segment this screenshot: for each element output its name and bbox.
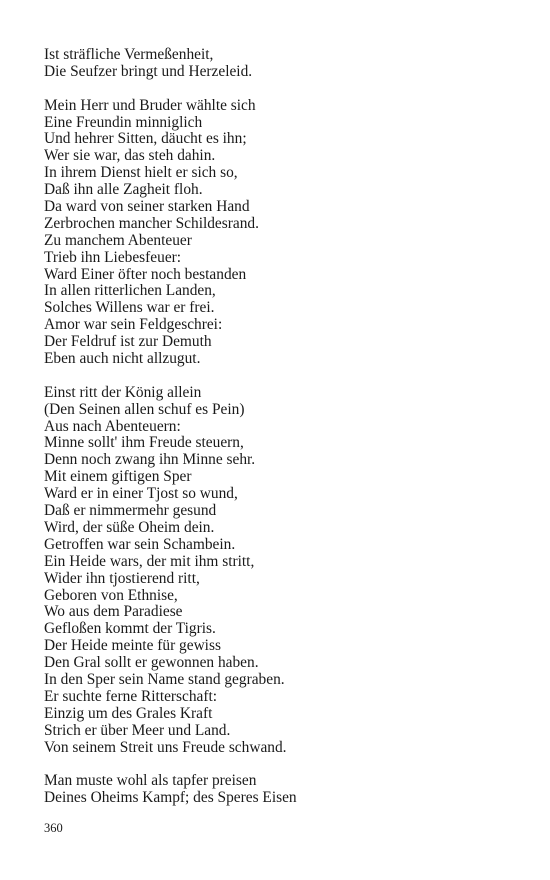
verse-line: Solches Willens war er frei. [44, 299, 215, 317]
verse-line: Wo aus dem Paradiese [44, 603, 183, 621]
page-number: 360 [44, 821, 63, 835]
verse-line: Trieb ihn Liebesfeuer: [44, 248, 182, 266]
verse-line: Daß er nimmermehr gesund [44, 502, 217, 520]
verse-line: Denn noch zwang ihn Minne sehr. [44, 451, 256, 469]
verse-line: Der Heide meinte für gewiss [44, 637, 221, 655]
verse-line: (Den Seinen allen schuf es Pein) [44, 400, 245, 418]
stanza-3 [44, 385, 514, 757]
verse-line: Wird, der süße Oheim dein. [44, 518, 215, 536]
stanza-2 [44, 98, 514, 368]
verse-line: Einst ritt der König allein [44, 383, 202, 401]
verse-line: Getroffen war sein Schambein. [44, 535, 236, 553]
verse-line: Deines Oheims Kampf; des Speres Eisen [44, 789, 297, 807]
verse-line: Gefloßen kommt der Tigris. [44, 620, 216, 638]
stanza-4 [44, 773, 514, 807]
verse-page [44, 47, 514, 824]
verse-line: Zerbrochen mancher Schildesrand. [44, 214, 259, 232]
verse-line: Ist sträfliche Vermeßenheit, [44, 46, 214, 63]
verse-line: In den Sper sein Name stand gegraben. [44, 670, 285, 688]
verse-line: Man muste wohl als tapfer preisen [44, 772, 257, 790]
verse-line: Aus nach Abenteuern: [44, 417, 181, 435]
verse-line: Strich er über Meer und Land. [44, 721, 231, 739]
verse-line: Wider ihn tjostierend ritt, [44, 569, 200, 587]
verse-line: Zu manchem Abenteuer [44, 231, 192, 249]
verse-line: Geboren von Ethnise, [44, 586, 178, 604]
verse-line: Den Gral sollt er gewonnen haben. [44, 654, 259, 672]
verse-line: Mit einem giftigen Sper [44, 468, 192, 486]
verse-line: Ward er in einer Tjost so wund, [44, 485, 238, 503]
verse-line: Daß ihn alle Zagheit floh. [44, 181, 203, 199]
verse-line: Einzig um des Grales Kraft [44, 704, 213, 722]
verse-line: Amor war sein Feldgeschrei: [44, 316, 223, 334]
verse-line: Er suchte ferne Ritterschaft: [44, 687, 218, 705]
verse-line: In ihrem Dienst hielt er sich so, [44, 164, 238, 182]
verse-line: Die Seufzer bringt und Herzeleid. [44, 62, 253, 80]
verse-line: Da ward von seiner starken Hand [44, 198, 250, 216]
verse-line: Eine Freundin minniglich [44, 113, 203, 131]
verse-line: Der Feldruf ist zur Demuth [44, 333, 212, 351]
verse-line: Ein Heide wars, der mit ihm stritt, [44, 552, 255, 570]
verse-line: Mein Herr und Bruder wählte sich [44, 96, 256, 114]
verse-line: In allen ritterlichen Landen, [44, 282, 216, 300]
verse-line: Ward Einer öfter noch bestanden [44, 265, 247, 283]
verse-line: Von seinem Streit uns Freude schwand. [44, 738, 287, 756]
verse-line: Wer sie war, das steh dahin. [44, 147, 216, 165]
verse-line: Minne sollt' ihm Freude steuern, [44, 434, 244, 452]
stanza-1 [44, 47, 514, 81]
verse-line: Und hehrer Sitten, däucht es ihn; [44, 130, 247, 148]
verse-line: Eben auch nicht allzugut. [44, 350, 201, 368]
